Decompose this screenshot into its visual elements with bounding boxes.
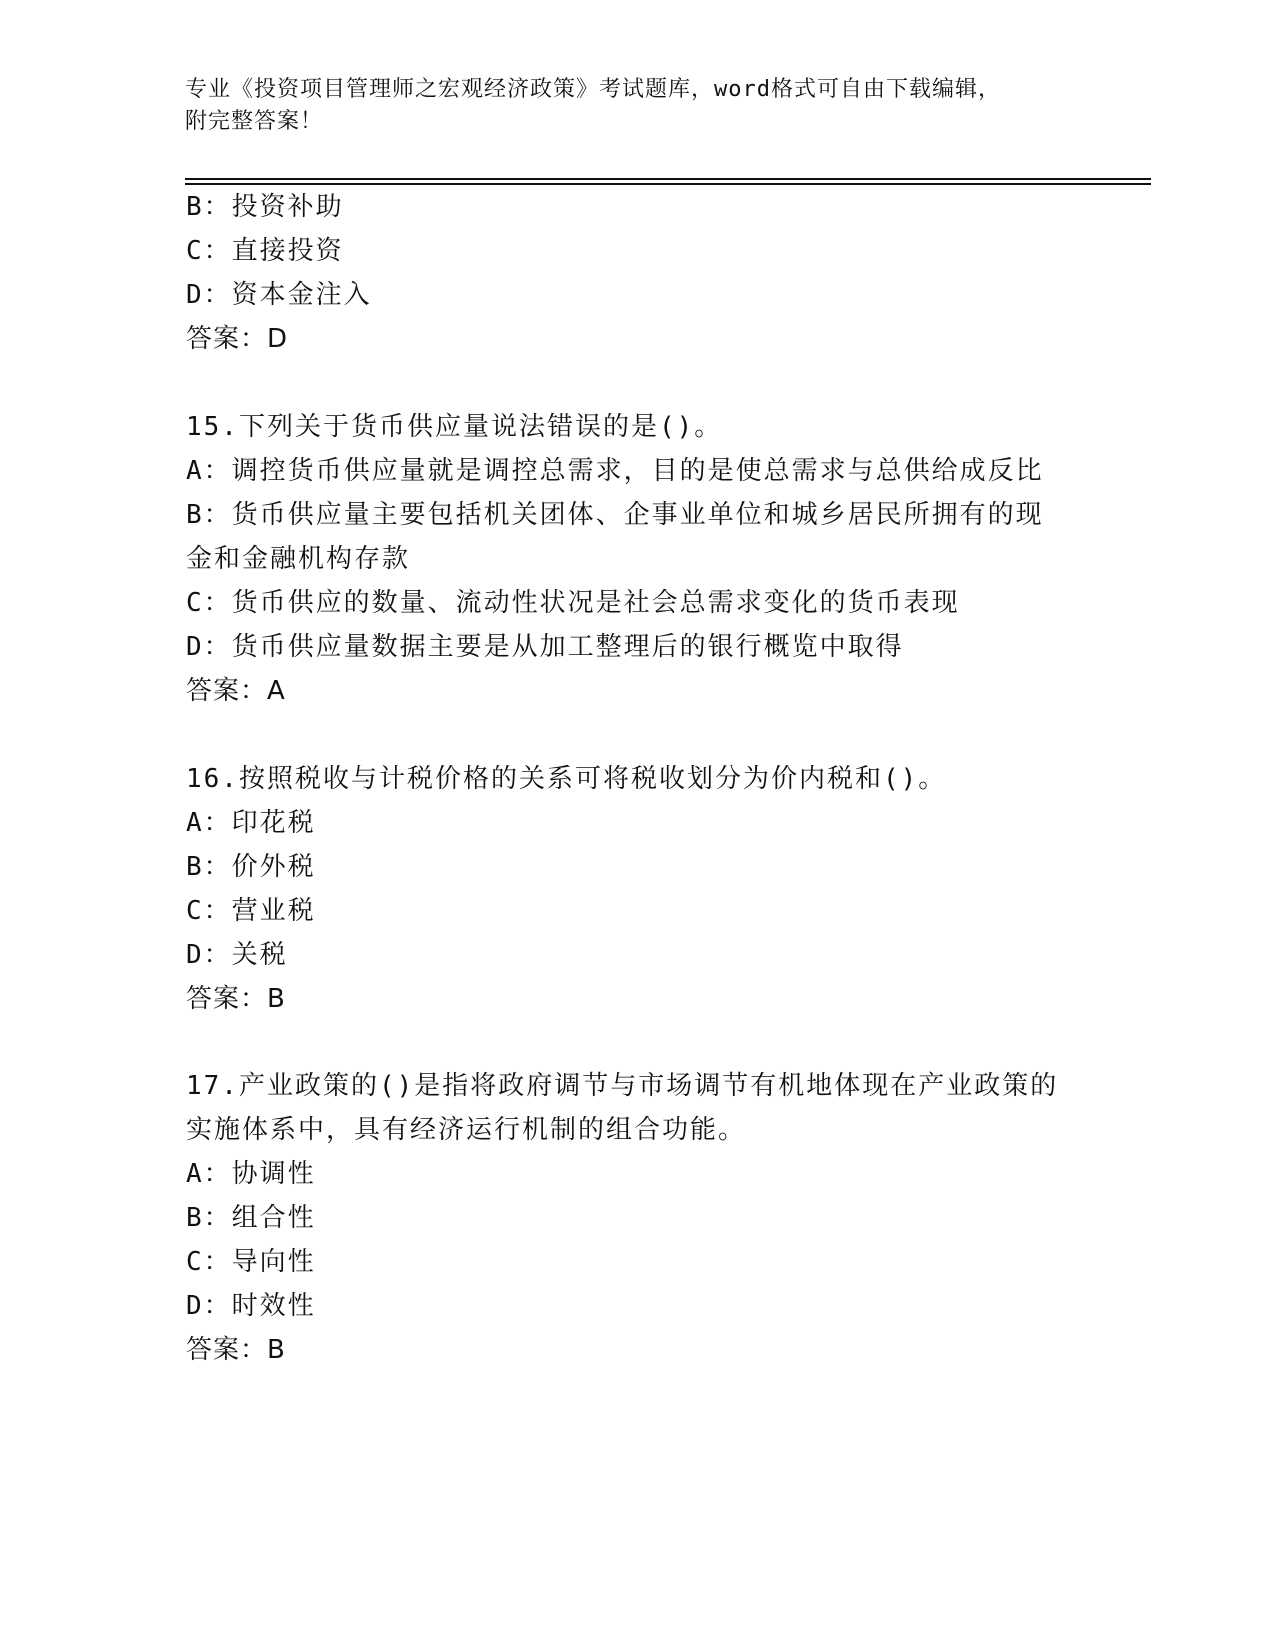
prev-option-d: D：资本金注入 — [186, 280, 372, 310]
q15-stem: 15.下列关于货币供应量说法错误的是()。 — [186, 412, 723, 442]
q16-answer: 答案：B — [186, 984, 286, 1014]
q15-answer: 答案：A — [186, 676, 286, 706]
document-header — [185, 74, 1085, 138]
header-divider-top — [185, 178, 1151, 180]
prev-option-c: C：直接投资 — [186, 236, 344, 266]
header-line-2: 附完整答案！ — [185, 109, 324, 134]
q16-option-c: C：营业税 — [186, 896, 316, 926]
prev-option-b: B：投资补助 — [186, 192, 344, 222]
q17-answer: 答案：B — [186, 1335, 286, 1365]
q15-option-b: B：货币供应量主要包括机关团体、企事业单位和城乡居民所拥有的现 — [186, 500, 1044, 530]
header-line-1: 专业《投资项目管理师之宏观经济政策》考试题库，word格式可自由下载编辑， — [185, 77, 1001, 102]
q15-option-c: C：货币供应的数量、流动性状况是社会总需求变化的货币表现 — [186, 588, 960, 618]
q17-option-a: A：协调性 — [186, 1159, 316, 1189]
q16-option-a: A：印花税 — [186, 808, 316, 838]
q16-option-d: D：关税 — [186, 940, 288, 970]
header-divider-bottom — [185, 183, 1151, 185]
q17-option-d: D：时效性 — [186, 1291, 316, 1321]
prev-answer: 答案：D — [186, 324, 289, 354]
q17-stem-cont: 实施体系中，具有经济运行机制的组合功能。 — [186, 1115, 747, 1145]
q16-stem: 16.按照税收与计税价格的关系可将税收划分为价内税和()。 — [186, 764, 947, 794]
q16-option-b: B：价外税 — [186, 852, 316, 882]
q17-stem: 17.产业政策的()是指将政府调节与市场调节有机地体现在产业政策的 — [186, 1071, 1059, 1101]
q17-option-b: B：组合性 — [186, 1203, 316, 1233]
q15-option-b-cont: 金和金融机构存款 — [186, 544, 411, 574]
q15-option-a: A：调控货币供应量就是调控总需求，目的是使总需求与总供给成反比 — [186, 456, 1044, 486]
q15-option-d: D：货币供应量数据主要是从加工整理后的银行概览中取得 — [186, 632, 904, 662]
q17-option-c: C：导向性 — [186, 1247, 316, 1277]
